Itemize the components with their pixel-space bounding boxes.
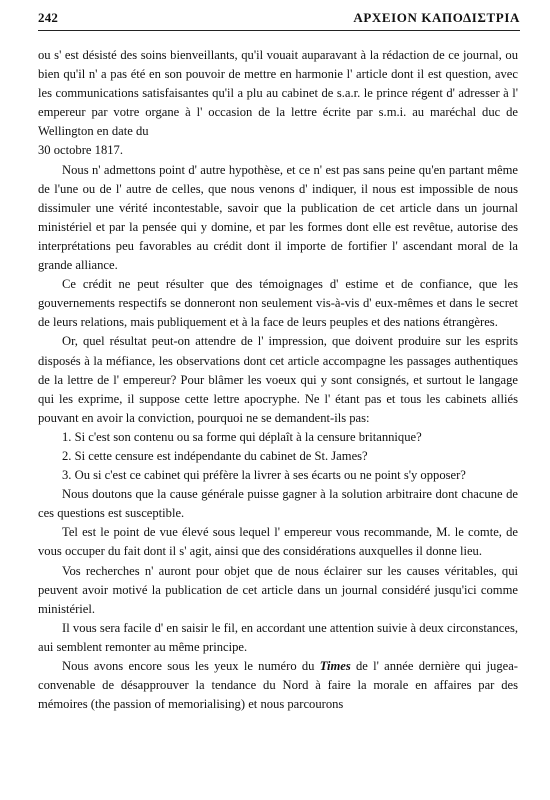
paragraph: Or, quel résultat peut-on attendre de l' impression, que doivent produire sur les esprits disposés à la méfiance, les observations dont cet article accompagne les passages authentiques de la lettre de l' empereur? Pour blâmer les voeux qui y sont consignés, et surtout le langage qui les exprime, il suppose cette lettre apocryphe. Ne l' étant pas et tous les cabinets alliés pouvant en avoir la conviction, pourquoi ne se demandent-ils pas:: [38, 334, 518, 425]
list-item: 2. Si cette censure est indépendante du cabinet de St. James?: [62, 448, 368, 463]
running-head: ΑΡΧΕΙΟΝ ΚΑΠΟΔΙΣΤΡΙΑ: [353, 10, 520, 25]
paragraph: Nous doutons que la cause générale puisse gagner à la solution arbitraire dont chacune de ces questions est susceptible.: [38, 487, 518, 521]
page-number: 242: [38, 10, 59, 25]
paragraph-date: 30 octobre 1817.: [38, 143, 123, 158]
paragraph: Vos recherches n' auront pour objet que de nous éclairer sur les causes véritables, qui peuvent avoir motivé la publication de cet article dans un journal considéré jusqu'ici comme ministériel.: [38, 563, 518, 616]
paragraph: Nous n' admettons point d' autre hypothèse, et ce n' est pas sans peine qu'en partant même de l'une ou de l' autre de celles, que nous venons d' indiquer, il nous est impossible de nous dissimuler une vérité incontestable, savoir que la publication de cet article dans un journal ministériel et par la pensée qui y domine, et par les formes dont elle est revêtue, autorise des interprétations peu favorables au crédit dont il importe de fortifier l' ascendant moral de la grande alliance.: [38, 162, 518, 273]
paragraph: Ce crédit ne peut résulter que des témoignages d' estime et de confiance, que les gouvernements respectifs se donneront non seulement vis-à-vis d' eux-mêmes et dans le secret de leurs relations, mais publiquement et à la face de leurs peuples et des nations étrangères.: [38, 277, 518, 330]
newspaper-title: Times: [319, 659, 351, 673]
list-item: 3. Ou si c'est ce cabinet qui préfère la livrer à ses écarts ou ne point s'y opposer?: [62, 468, 466, 483]
paragraph: Il vous sera facile d' en saisir le fil, en accordant une attention suivie à deux circonstances, aui semblent remonter au même principe.: [38, 620, 518, 654]
paragraph-times: [38, 657, 518, 714]
paragraph: ou s' est désisté des soins bienveillants, qu'il vouait auparavant à la rédaction de ce journal, ou bien qu'il n' a pas été en son pouvoir de mettre en harmonie l' article dont il est question, avec les communications satisfaisantes qu'il a plu au cabinet de s.a.r. le prince régent d' adresser à l' empereur par votre organe à l' occasion de la lettre écrite par s.m.i. au maréchal duc de Wellington en date du: [38, 48, 518, 139]
body-text: [38, 46, 518, 714]
page-header: [38, 10, 520, 31]
list-item: 1. Si c'est son contenu ou sa forme qui déplaît à la censure britannique?: [62, 429, 422, 444]
paragraph: Tel est le point de vue élevé sous lequel l' empereur vous recommande, M. le comte, de vous occuper du fait dont il s' agit, ainsi que des considérations auxquelles il donne lieu.: [38, 525, 518, 559]
text-run: de l' année dernière qui jugea-convenable de désapprouver la tendance du Nord à faire la morale en affaires par des mémoires (the passion of memorialising) et nous parcourons: [38, 659, 519, 712]
text-run: Nous avons encore sous les yeux le numéro du: [62, 659, 320, 673]
